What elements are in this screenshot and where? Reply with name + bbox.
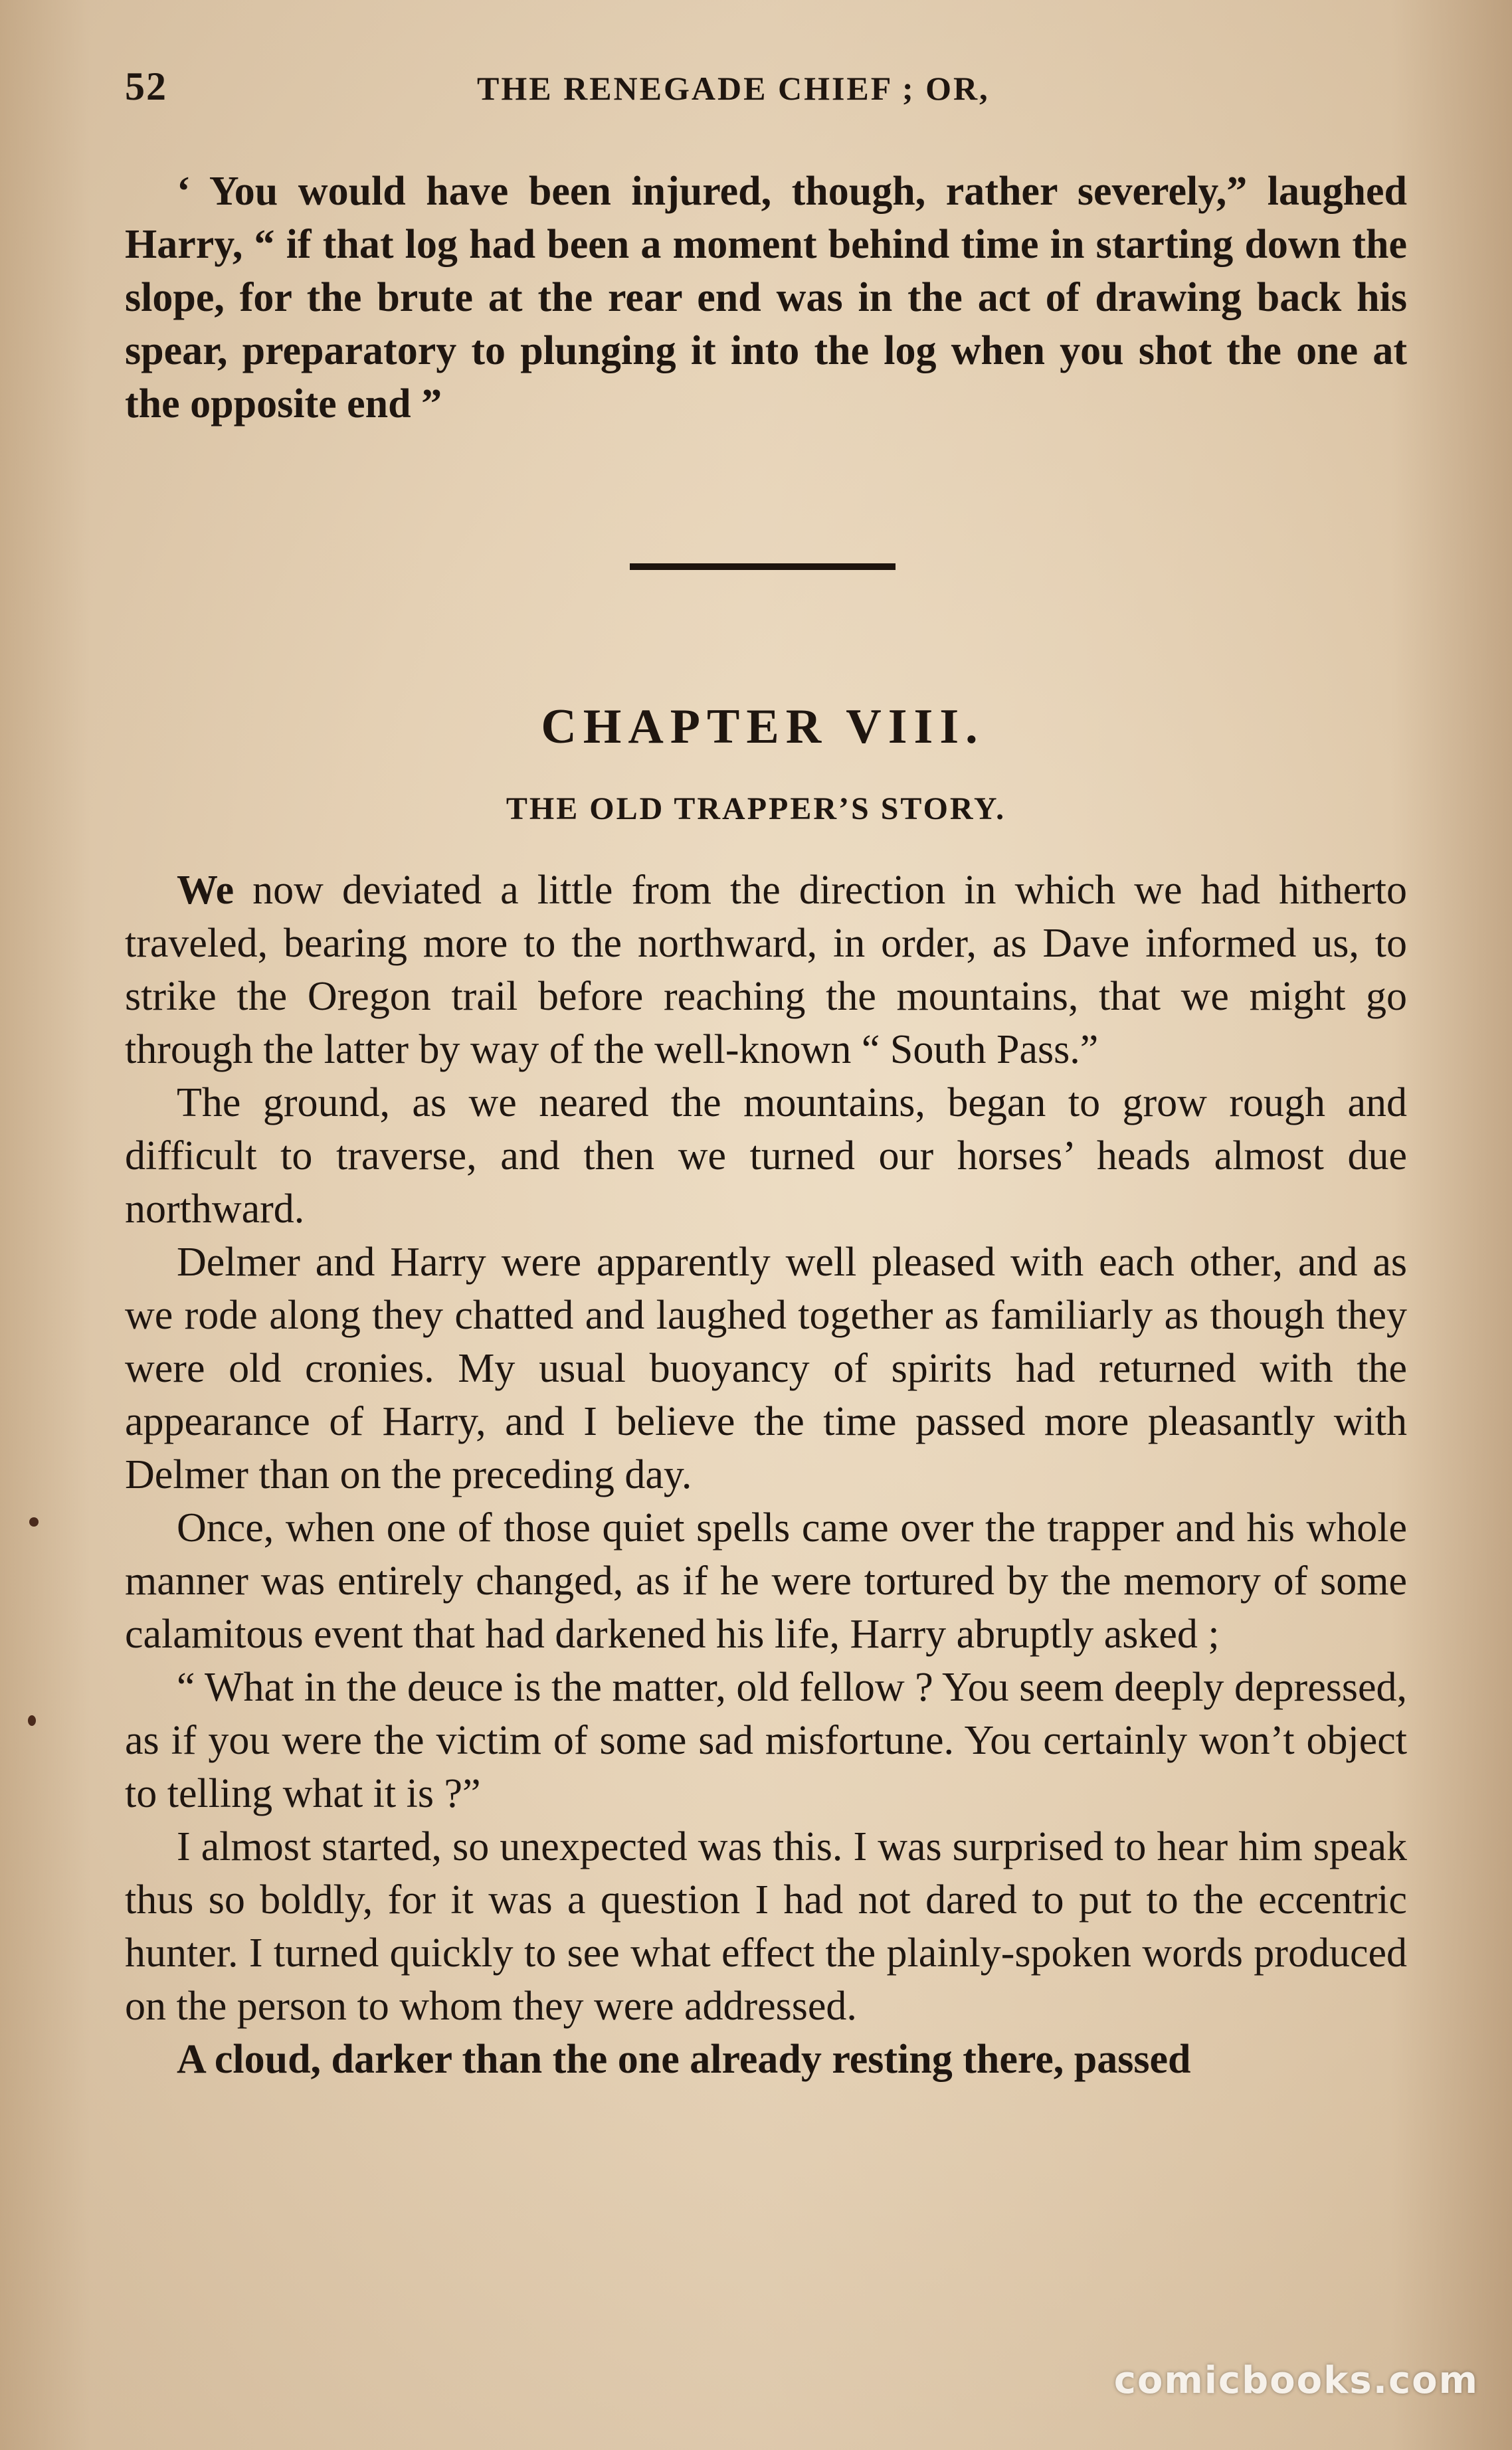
paragraph-3: Delmer and Harry were apparently well pleased with each other, and as we rode along they chatted and laughed together as familiarly as though they were old cronies. My usual buoyancy of spirits had returned with the appearance of Harry, and I believe the time passed more pleasantly with Delmer than on the preceding day. (125, 1240, 1407, 1497)
page-number: 52 (125, 64, 167, 108)
ink-speck (29, 1517, 39, 1527)
chapter-subtitle: THE OLD TRAPPER’S STORY. (506, 791, 1006, 826)
running-head: THE RENEGADE CHIEF ; OR, (477, 70, 990, 107)
chapter-body (125, 864, 1407, 2086)
paragraph-5: “ What in the deuce is the matter, old fellow ? You seem deeply depressed, as if you were the victim of some sad misfortune. You certainly won’t object to telling what it is ?” (125, 1665, 1407, 1816)
chapter-title: CHAPTER VIII. (541, 700, 985, 754)
section-divider (630, 563, 896, 570)
paragraph-4: Once, when one of those quiet spells came over the trapper and his whole manner was entirely changed, as if he were tortured by the memory of some calamitous event that had darkened his life, Harry abruptly asked ; (125, 1505, 1407, 1657)
continued-passage (125, 165, 1407, 430)
paragraph-2: The ground, as we neared the mountains, began to grow rough and difficult to traverse, and then we turned our horses’ heads almost due northward. (125, 1080, 1407, 1232)
paragraph-1 (125, 864, 1407, 1076)
continued-paragraph: ‘ You would have been injured, though, rather severely,” laughed Harry, “ if that log had been a moment behind time in starting down the slope, for the brute at the rear end was in the act of drawing back his spear, preparatory to plunging it into the log when you shot the one at the opposite end ” (125, 169, 1407, 426)
paragraph-7: A cloud, darker than the one already resting there, passed (177, 2037, 1191, 2082)
paragraph-1-text: now deviated a little from the direction in which we had hitherto traveled, bearing more to the northward, in order, as Dave informed us, to strike the Oregon trail before reaching the mountains, that we might go through the latter by way of the well-known “ South Pass.” (125, 868, 1407, 1072)
page-header (125, 64, 1400, 117)
watermark-text: comicbooks.com (1113, 2359, 1479, 2402)
paragraph-lead-word: We (177, 868, 235, 913)
ink-speck (28, 1715, 36, 1726)
paragraph-6: I almost started, so unexpected was this. I was surprised to hear him speak thus so boldly, for it was a question I had not dared to put to the eccentric hunter. I turned quickly to see what effect the plainly-spoken words produced on the person to whom they were addressed. (125, 1824, 1407, 2029)
